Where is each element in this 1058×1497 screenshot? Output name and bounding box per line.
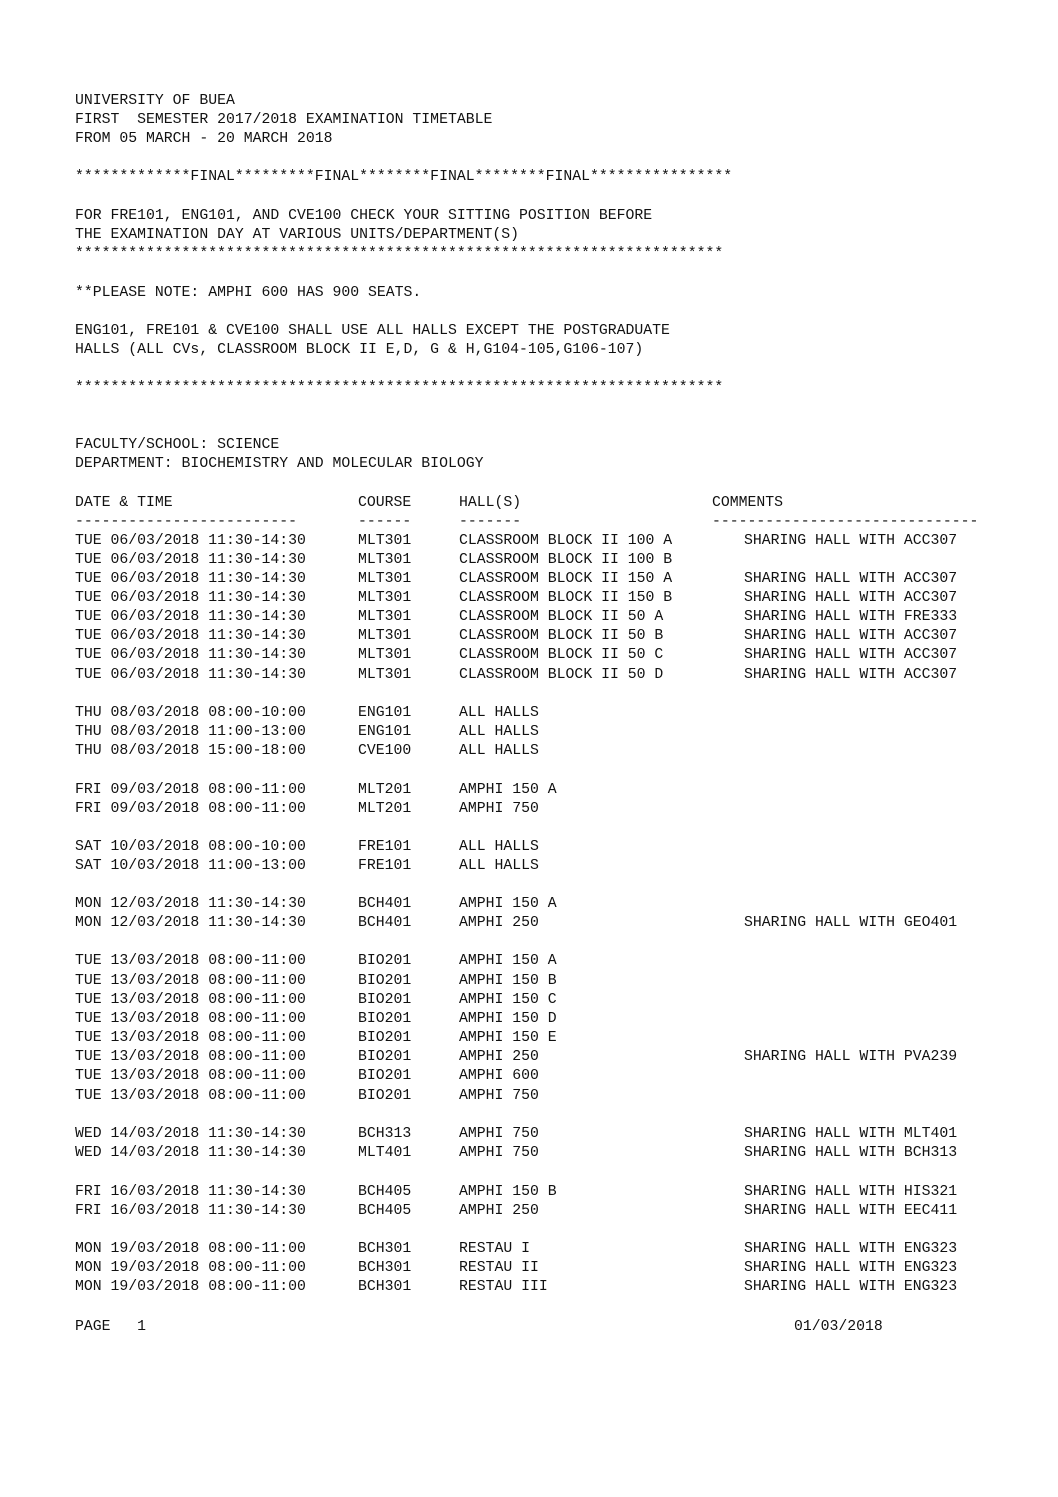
- row-hall: CLASSROOM BLOCK II 50 B: [459, 628, 664, 644]
- row-course: MLT301: [358, 552, 412, 568]
- row-course: BCH401: [358, 896, 412, 912]
- row-course: BCH401: [358, 915, 412, 931]
- row-comment: SHARING HALL WITH MLT401: [744, 1126, 958, 1142]
- row-course: MLT301: [358, 628, 412, 644]
- row-hall: AMPHI 150 B: [459, 973, 557, 989]
- row-comment: SHARING HALL WITH ENG323: [744, 1260, 958, 1276]
- row-date-time: TUE 13/03/2018 08:00-11:00: [75, 953, 306, 969]
- row-course: MLT301: [358, 590, 412, 606]
- row-course: BIO201: [358, 1068, 412, 1084]
- row-comment: SHARING HALL WITH ACC307: [744, 667, 958, 683]
- row-date-time: WED 14/03/2018 11:30-14:30: [75, 1126, 306, 1142]
- row-hall: ALL HALLS: [459, 724, 539, 740]
- print-date: 01/03/2018: [794, 1319, 883, 1335]
- row-date-time: TUE 06/03/2018 11:30-14:30: [75, 571, 306, 587]
- row-course: MLT401: [358, 1145, 412, 1161]
- row-hall: ALL HALLS: [459, 858, 539, 874]
- sitting-note-line-2: THE EXAMINATION DAY AT VARIOUS UNITS/DEPARTMENT(S): [75, 227, 519, 243]
- row-hall: RESTAU I: [459, 1241, 531, 1257]
- header-course: COURSE: [358, 495, 412, 511]
- row-hall: AMPHI 750: [459, 1145, 539, 1161]
- row-hall: ALL HALLS: [459, 705, 539, 721]
- row-hall: AMPHI 150 A: [459, 896, 557, 912]
- row-comment: SHARING HALL WITH ACC307: [744, 647, 958, 663]
- row-date-time: MON 19/03/2018 08:00-11:00: [75, 1241, 306, 1257]
- row-date-time: TUE 13/03/2018 08:00-11:00: [75, 1088, 306, 1104]
- row-course: CVE100: [358, 743, 412, 759]
- row-hall: AMPHI 150 E: [459, 1030, 557, 1046]
- row-comment: SHARING HALL WITH HIS321: [744, 1184, 958, 1200]
- row-date-time: TUE 13/03/2018 08:00-11:00: [75, 973, 306, 989]
- row-course: BIO201: [358, 1011, 412, 1027]
- star-divider-1: *************************************************************************: [75, 246, 724, 262]
- row-hall: RESTAU II: [459, 1260, 539, 1276]
- header-comments: COMMENTS: [712, 495, 784, 511]
- row-comment: SHARING HALL WITH ENG323: [744, 1279, 958, 1295]
- row-hall: ALL HALLS: [459, 839, 539, 855]
- row-course: BIO201: [358, 1049, 412, 1065]
- row-comment: SHARING HALL WITH FRE333: [744, 609, 958, 625]
- row-hall: AMPHI 250: [459, 1203, 539, 1219]
- row-date-time: TUE 06/03/2018 11:30-14:30: [75, 647, 306, 663]
- row-hall: AMPHI 150 C: [459, 992, 557, 1008]
- row-hall: AMPHI 250: [459, 915, 539, 931]
- row-hall: AMPHI 150 A: [459, 953, 557, 969]
- row-course: BCH405: [358, 1203, 412, 1219]
- row-hall: CLASSROOM BLOCK II 100 A: [459, 533, 673, 549]
- row-hall: CLASSROOM BLOCK II 50 A: [459, 609, 664, 625]
- row-date-time: TUE 06/03/2018 11:30-14:30: [75, 590, 306, 606]
- row-course: BCH405: [358, 1184, 412, 1200]
- row-course: FRE101: [358, 858, 412, 874]
- row-date-time: MON 19/03/2018 08:00-11:00: [75, 1279, 306, 1295]
- amphi-seat-note: **PLEASE NOTE: AMPHI 600 HAS 900 SEATS.: [75, 285, 422, 301]
- row-date-time: TUE 06/03/2018 11:30-14:30: [75, 552, 306, 568]
- row-comment: SHARING HALL WITH PVA239: [744, 1049, 958, 1065]
- row-date-time: THU 08/03/2018 08:00-10:00: [75, 705, 306, 721]
- final-banner: *************FINAL*********FINAL********FINAL********FINAL****************: [75, 169, 733, 185]
- row-course: MLT301: [358, 647, 412, 663]
- row-hall: CLASSROOM BLOCK II 100 B: [459, 552, 673, 568]
- sitting-note-line-1: FOR FRE101, ENG101, AND CVE100 CHECK YOUR SITTING POSITION BEFORE: [75, 208, 653, 224]
- row-course: MLT301: [358, 571, 412, 587]
- star-divider-2: *************************************************************************: [75, 380, 724, 396]
- header-date-time: DATE & TIME: [75, 495, 173, 511]
- row-course: BCH313: [358, 1126, 412, 1142]
- row-date-time: TUE 06/03/2018 11:30-14:30: [75, 667, 306, 683]
- exam-period: FROM 05 MARCH - 20 MARCH 2018: [75, 131, 333, 147]
- row-comment: SHARING HALL WITH ACC307: [744, 590, 958, 606]
- row-date-time: TUE 13/03/2018 08:00-11:00: [75, 1030, 306, 1046]
- row-course: BCH301: [358, 1279, 412, 1295]
- row-comment: SHARING HALL WITH GEO401: [744, 915, 958, 931]
- row-date-time: TUE 06/03/2018 11:30-14:30: [75, 533, 306, 549]
- faculty-line: FACULTY/SCHOOL: SCIENCE: [75, 437, 280, 453]
- row-date-time: SAT 10/03/2018 08:00-10:00: [75, 839, 306, 855]
- row-hall: AMPHI 250: [459, 1049, 539, 1065]
- row-date-time: TUE 13/03/2018 08:00-11:00: [75, 1068, 306, 1084]
- rule-course: ------: [358, 514, 412, 530]
- row-hall: AMPHI 150 D: [459, 1011, 557, 1027]
- row-course: BIO201: [358, 973, 412, 989]
- row-course: BIO201: [358, 1030, 412, 1046]
- row-comment: SHARING HALL WITH ACC307: [744, 571, 958, 587]
- row-comment: SHARING HALL WITH ACC307: [744, 628, 958, 644]
- row-date-time: THU 08/03/2018 15:00-18:00: [75, 743, 306, 759]
- row-comment: SHARING HALL WITH ENG323: [744, 1241, 958, 1257]
- row-course: BIO201: [358, 992, 412, 1008]
- page-number: PAGE 1: [75, 1319, 147, 1335]
- row-course: BIO201: [358, 953, 412, 969]
- halls-note-line-2: HALLS (ALL CVs, CLASSROOM BLOCK II E,D, G & H,G104-105,G106-107): [75, 342, 644, 358]
- row-date-time: FRI 09/03/2018 08:00-11:00: [75, 782, 306, 798]
- row-course: ENG101: [358, 724, 412, 740]
- row-course: MLT201: [358, 782, 412, 798]
- row-hall: CLASSROOM BLOCK II 150 A: [459, 571, 673, 587]
- row-date-time: MON 12/03/2018 11:30-14:30: [75, 896, 306, 912]
- row-date-time: WED 14/03/2018 11:30-14:30: [75, 1145, 306, 1161]
- row-date-time: TUE 13/03/2018 08:00-11:00: [75, 1049, 306, 1065]
- rule-comments: ------------------------------: [712, 514, 979, 530]
- row-hall: ALL HALLS: [459, 743, 539, 759]
- row-course: MLT301: [358, 609, 412, 625]
- row-course: MLT301: [358, 667, 412, 683]
- row-comment: SHARING HALL WITH BCH313: [744, 1145, 958, 1161]
- row-hall: AMPHI 150 B: [459, 1184, 557, 1200]
- row-hall: RESTAU III: [459, 1279, 548, 1295]
- row-date-time: FRI 16/03/2018 11:30-14:30: [75, 1184, 306, 1200]
- halls-note-line-1: ENG101, FRE101 & CVE100 SHALL USE ALL HALLS EXCEPT THE POSTGRADUATE: [75, 323, 670, 339]
- row-hall: CLASSROOM BLOCK II 150 B: [459, 590, 673, 606]
- rule-halls: -------: [459, 514, 522, 530]
- row-date-time: MON 19/03/2018 08:00-11:00: [75, 1260, 306, 1276]
- row-course: FRE101: [358, 839, 412, 855]
- row-hall: AMPHI 750: [459, 1088, 539, 1104]
- header-halls: HALL(S): [459, 495, 522, 511]
- row-hall: AMPHI 750: [459, 1126, 539, 1142]
- row-course: BCH301: [358, 1260, 412, 1276]
- rule-date-time: -------------------------: [75, 514, 297, 530]
- row-hall: CLASSROOM BLOCK II 50 D: [459, 667, 664, 683]
- row-date-time: THU 08/03/2018 11:00-13:00: [75, 724, 306, 740]
- university-name: UNIVERSITY OF BUEA: [75, 93, 235, 109]
- row-date-time: TUE 06/03/2018 11:30-14:30: [75, 609, 306, 625]
- timetable-title: FIRST SEMESTER 2017/2018 EXAMINATION TIMETABLE: [75, 112, 493, 128]
- row-date-time: MON 12/03/2018 11:30-14:30: [75, 915, 306, 931]
- row-date-time: SAT 10/03/2018 11:00-13:00: [75, 858, 306, 874]
- row-date-time: TUE 13/03/2018 08:00-11:00: [75, 1011, 306, 1027]
- row-date-time: FRI 09/03/2018 08:00-11:00: [75, 801, 306, 817]
- row-course: BCH301: [358, 1241, 412, 1257]
- department-line: DEPARTMENT: BIOCHEMISTRY AND MOLECULAR BIOLOGY: [75, 456, 484, 472]
- row-hall: AMPHI 150 A: [459, 782, 557, 798]
- row-hall: CLASSROOM BLOCK II 50 C: [459, 647, 664, 663]
- row-course: BIO201: [358, 1088, 412, 1104]
- row-date-time: TUE 06/03/2018 11:30-14:30: [75, 628, 306, 644]
- row-hall: AMPHI 600: [459, 1068, 539, 1084]
- row-course: MLT201: [358, 801, 412, 817]
- row-date-time: TUE 13/03/2018 08:00-11:00: [75, 992, 306, 1008]
- row-course: ENG101: [358, 705, 412, 721]
- row-date-time: FRI 16/03/2018 11:30-14:30: [75, 1203, 306, 1219]
- row-comment: SHARING HALL WITH ACC307: [744, 533, 958, 549]
- row-hall: AMPHI 750: [459, 801, 539, 817]
- row-comment: SHARING HALL WITH EEC411: [744, 1203, 958, 1219]
- row-course: MLT301: [358, 533, 412, 549]
